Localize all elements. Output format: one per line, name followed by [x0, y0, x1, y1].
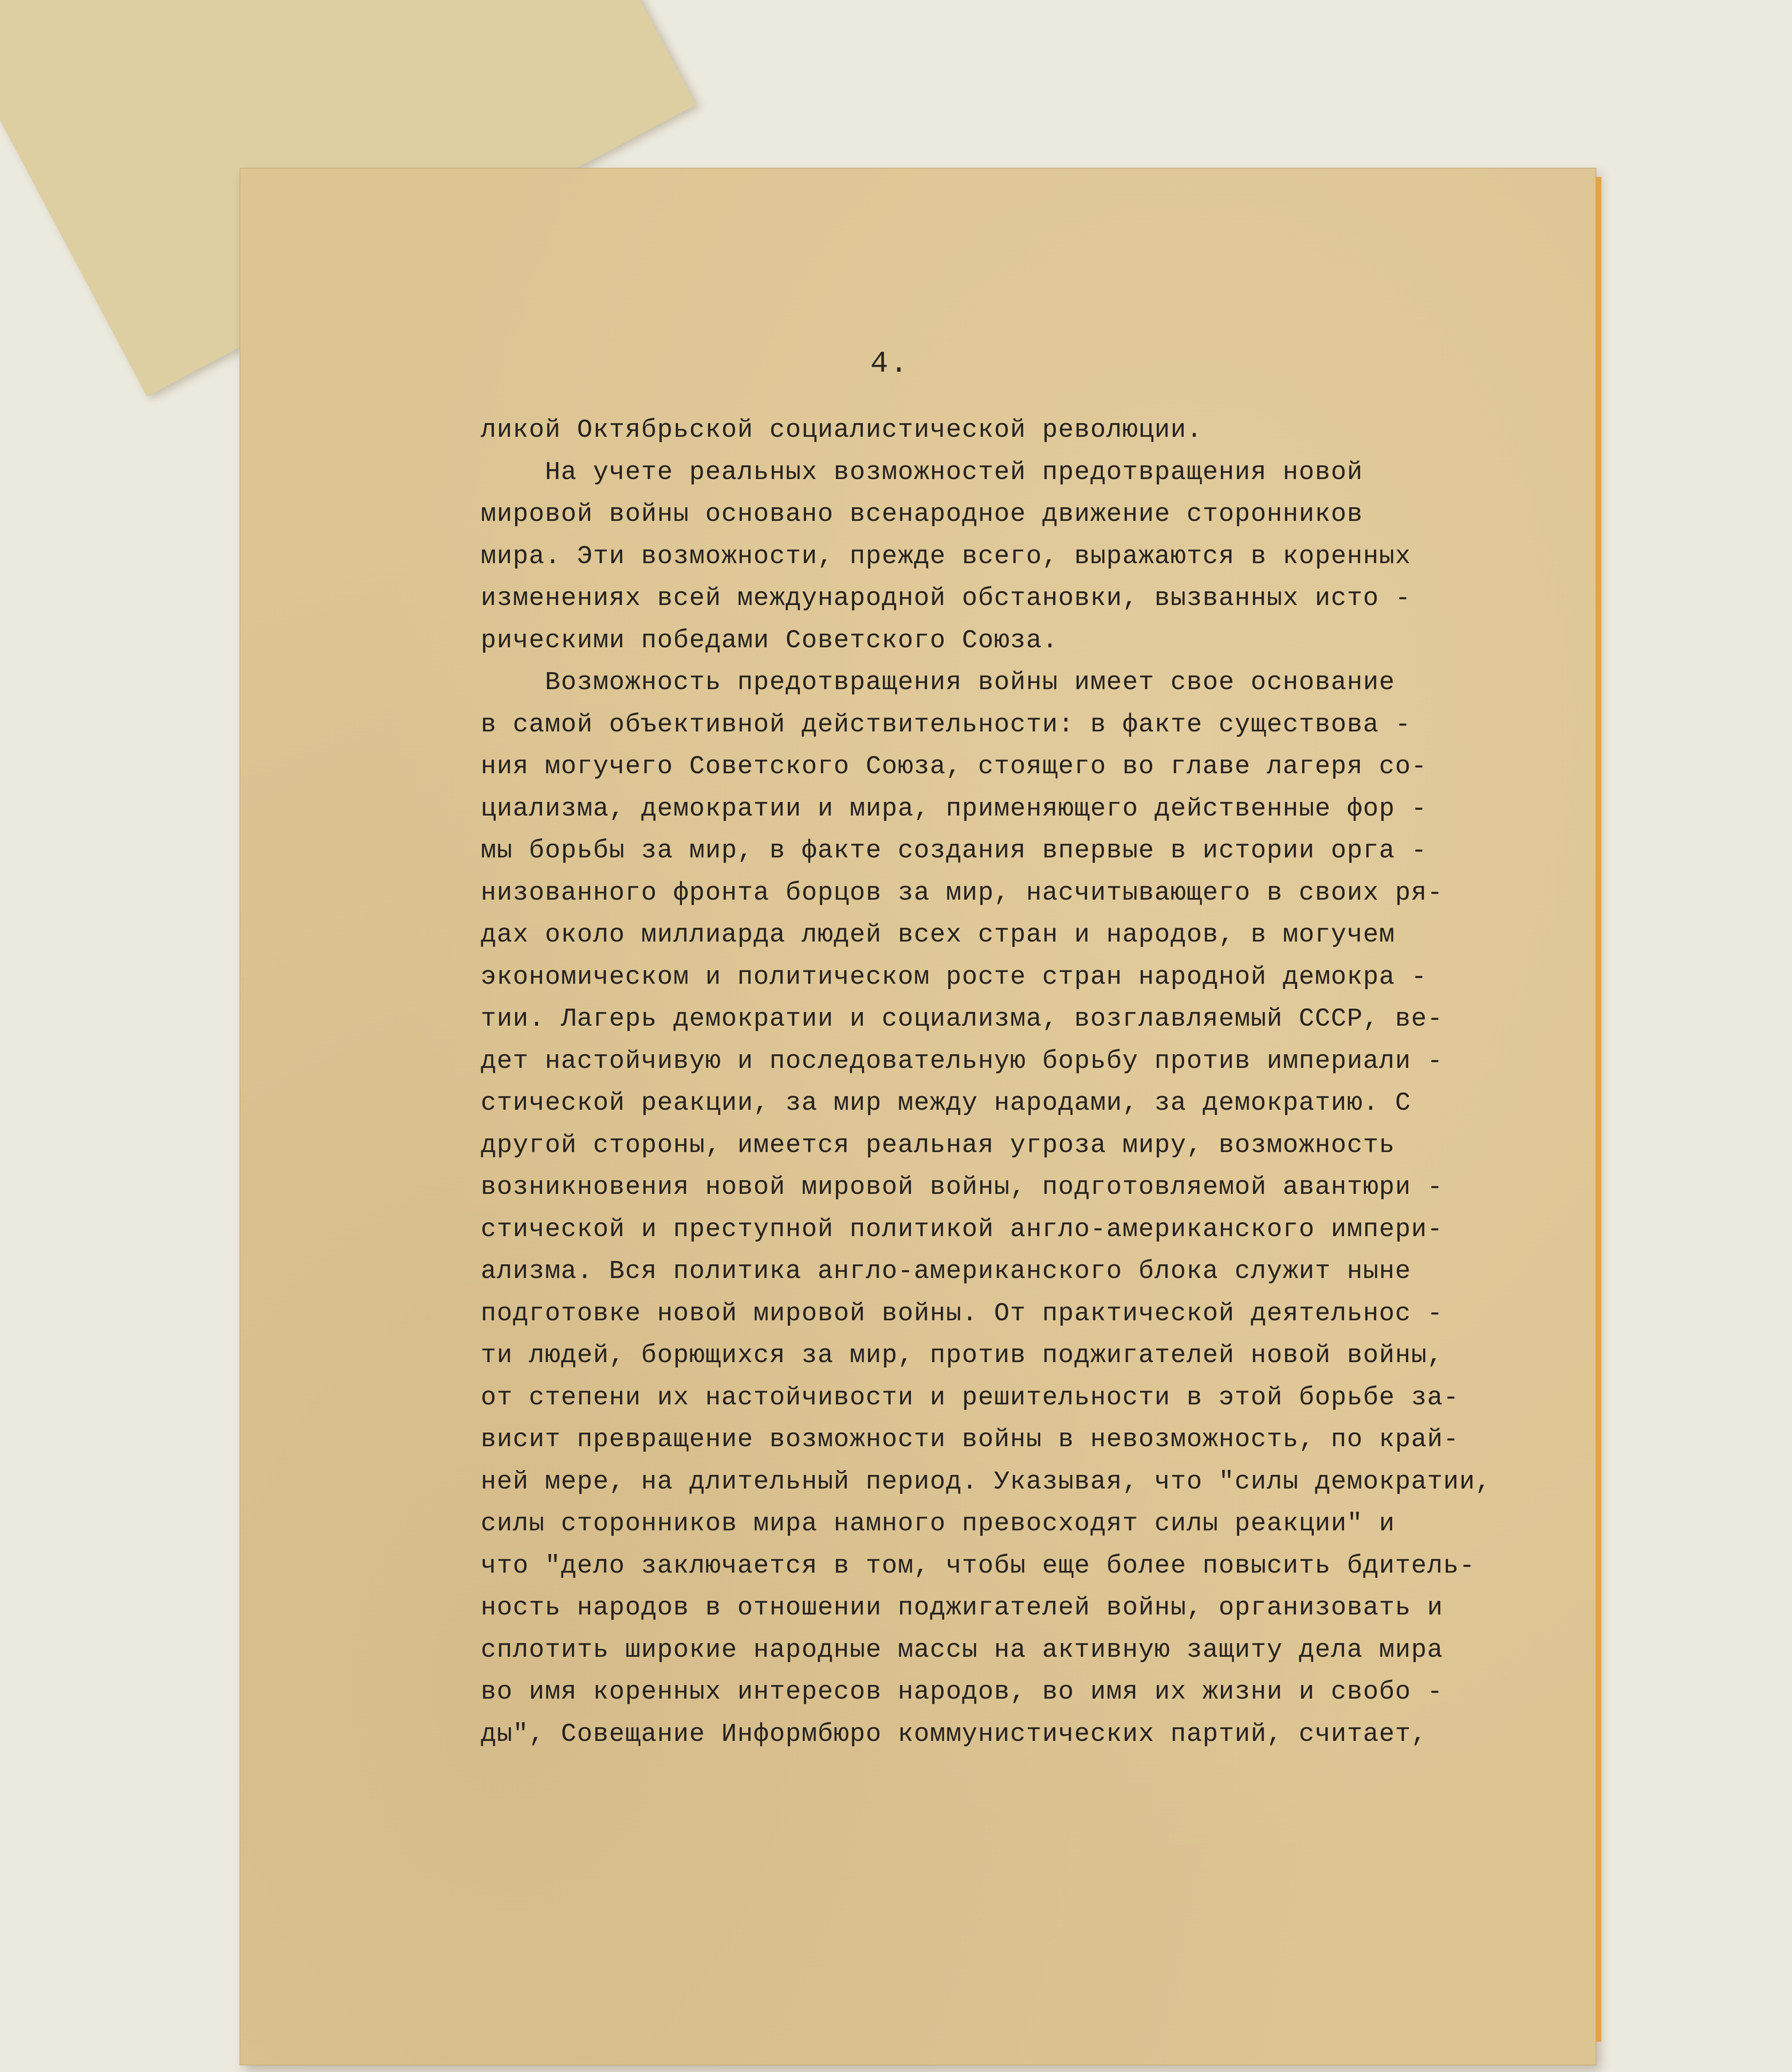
- text-line: дах около миллиарда людей всех стран и народов, в могучем: [481, 920, 1395, 949]
- text-line: во имя коренных интересов народов, во имя их жизни и свобо -: [481, 1677, 1443, 1706]
- text-line: низованного фронта борцов за мир, насчитывающего в своих ря-: [481, 878, 1443, 908]
- text-line: Возможность предотвращения войны имеет свое основание: [481, 668, 1395, 697]
- text-line: ния могучего Советского Союза, стоящего во главе лагеря со-: [481, 752, 1427, 781]
- text-line: что "дело заключается в том, чтобы еще более повысить бдитель-: [481, 1551, 1475, 1581]
- text-line: висит превращение возможности войны в невозможность, по край-: [481, 1425, 1460, 1454]
- page-number: 4.: [870, 347, 910, 381]
- text-line: ти людей, борющихся за мир, против поджигателей новой войны,: [481, 1341, 1443, 1370]
- text-line: подготовке новой мировой войны. От практической деятельнос -: [481, 1298, 1443, 1328]
- text-line: дет настойчивую и последовательную борьбу против империали -: [481, 1046, 1443, 1076]
- text-line: мира. Эти возможности, прежде всего, выражаются в коренных: [481, 541, 1411, 571]
- text-line: ализма. Вся политика англо-американского блока служит ныне: [481, 1256, 1411, 1286]
- text-line: мировой войны основано всенародное движение сторонников: [481, 499, 1363, 529]
- text-line: от степени их настойчивости и решительности в этой борьбе за-: [481, 1382, 1460, 1412]
- text-line: ды", Совещание Информбюро коммунистических партий, считает,: [481, 1719, 1427, 1749]
- text-line: рическими победами Советского Союза.: [481, 625, 1058, 655]
- text-line: циализма, демократии и мира, применяющего действенные фор -: [481, 794, 1427, 823]
- text-line: тии. Лагерь демократии и социализма, возглавляемый СССР, ве-: [481, 1004, 1443, 1034]
- text-line: экономическом и политическом росте стран народной демокра -: [481, 962, 1427, 992]
- text-line: другой стороны, имеется реальная угроза миру, возможность: [481, 1130, 1395, 1160]
- text-line: На учете реальных возможностей предотвращения новой: [481, 457, 1363, 487]
- text-line: мы борьбы за мир, в факте создания впервые в истории орга -: [481, 836, 1427, 865]
- text-line: стической и преступной политикой англо-американского импери-: [481, 1214, 1443, 1244]
- text-line: стической реакции, за мир между народами, за демократию. С: [481, 1088, 1411, 1118]
- typewritten-page: [240, 169, 1596, 2065]
- text-line: изменениях всей международной обстановки, вызванных исто -: [481, 583, 1411, 613]
- text-line: силы сторонников мира намного превосходят силы реакции" и: [481, 1509, 1395, 1538]
- text-line: в самой объективной действительности: в факте существова -: [481, 709, 1411, 739]
- text-line: ней мере, на длительный период. Указывая, что "силы демократии,: [481, 1467, 1492, 1496]
- text-line: возникновения новой мировой войны, подготовляемой авантюри -: [481, 1172, 1443, 1202]
- text-line: ликой Октябрьской социалистической революции.: [481, 415, 1203, 445]
- page-body: [481, 409, 1683, 1755]
- text-line: сплотить широкие народные массы на активную защиту дела мира: [481, 1635, 1443, 1665]
- text-line: ность народов в отношении поджигателей войны, организовать и: [481, 1593, 1443, 1622]
